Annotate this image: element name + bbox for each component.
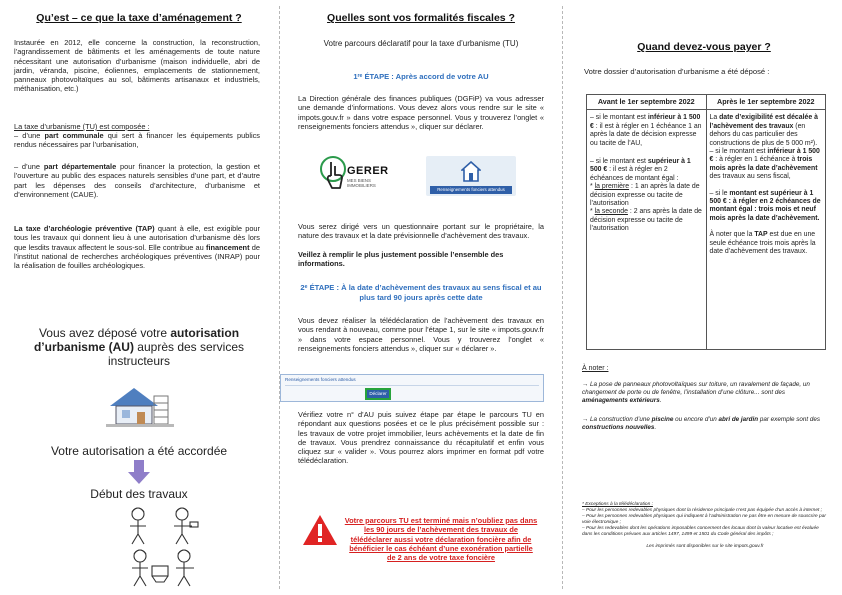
arrow-down-icon	[128, 460, 150, 484]
note-exterior-works: → La pose de panneaux photovoltaïques sur toiture, un ravalement de façade, un changement de porte ou de fenêtre, l’installation d’une clôture... sont des aménagements extérieurs.	[582, 381, 810, 404]
questionnaire-text: Vous serez dirigé vers un questionnaire portant sur le propriétaire, la nature des travaux et la date prévisionnelle d’achèvement des travaux.	[298, 222, 544, 241]
tu-item-communal: – d’une part communale qui sert à financer les équipements publics rendus nécessaires par l’urbanisation,	[14, 131, 261, 150]
authorization-granted-text: Votre autorisation a été accordée	[50, 444, 228, 458]
exception-item: – Pour les personnes redevables physiques qui indiquent à l’administration ne pas être en mesure de souscrire par voie électronique ;	[582, 514, 826, 525]
works-start-text: Début des travaux	[90, 487, 188, 501]
column-divider	[279, 6, 280, 589]
au-deposited-text: Vous avez déposé votre autorisation d’urbanisme (AU) auprès des services instructeurs	[33, 326, 245, 368]
renseignements-tab-label: Renseignements fonciers attendus	[430, 186, 512, 194]
final-reminder: Votre parcours TU est terminé mais n’oubliez pas dans les 90 jours de l’achèvement des travaux de télédéclarer aussi votre déclaration foncière afin de bénéficier le cas échéant d’une exonération partielle de 2 ans de votre taxe foncière	[344, 516, 538, 563]
impots-website-screenshot	[280, 374, 544, 402]
before-cell: – si le montant est inférieur à 1 500 € : il est à régler en 1 échéance 1 an après la date de décision expresse ou tacite de l’AU, – si le montant est supérieur à 1 500 € : il est à régler en 2 échéances de montant égal : * la première : 1 an après la date de décision expresse ou tacite de l’autorisation * la seconde : 2 ans après la date de décision expresse ou tacite de l’autorisation	[587, 110, 707, 350]
pointing-hand-icon	[320, 156, 346, 192]
exception-item: – Pour les redevables dont les opérations imposables concernent des locaux dont la valeur locative est évaluée dans les conditions prévues aux articles 1497, 1499 et 1501 du Code général des impôts ;	[582, 526, 819, 537]
section-title: Quand devez-vous payer ?	[637, 41, 771, 53]
column-what-is-tax	[14, 0, 264, 595]
renseignements-fonciers-tile[interactable]	[426, 156, 516, 196]
questionnaire-warning: Veillez à remplir le plus justement possible l’ensemble des informations.	[298, 250, 504, 269]
warning-icon	[302, 514, 338, 546]
tu-heading: La taxe d’urbanisme (TU) est composée :	[14, 122, 150, 131]
header-before-sept-2022: Avant le 1er septembre 2022	[587, 95, 707, 110]
tu-item-departmental: – d’une part départementale pour financer la protection, la gestion et l’ouverture au public des espaces naturels sensibles d’une part, et d’autre part les dépenses des conseils d’architecture, d’urbanisme et d’environnement (CAUE).	[14, 162, 260, 199]
step-2-text: Vous devez réaliser la télédéclaration de l’achèvement des travaux en vous rendant à nouveau, comme pour l’étape 1, sur le site « impots.gouv.fr » dans votre espace personnel. Vous y trouverez l’onglet « renseignements fonciers attendus », cliquer sur « déclarer ».	[298, 316, 544, 353]
column-tax-formalities	[285, 0, 546, 595]
screenshot-header: Renseignements fonciers attendus	[285, 377, 356, 382]
section-title: Qu’est – ce que la taxe d’aménagement ?	[36, 12, 242, 24]
column-divider	[562, 6, 563, 589]
step-1-heading: 1ʳᵉ ÉTAPE : Après accord de votre AU	[353, 72, 489, 81]
verify-text: Vérifiez votre n° d’AU puis suivez étape par étape le parcours TU en répondant aux questions posées et ce le plus précisément possible sur : les travaux de votre projet immobilier, leurs achèvements et la date de fin de travaux. Vous prendrez connaissance du récapitulatif et enfin vous cliquez sur « valider ». Vous pourrez alors imprimer en format pdf votre télédéclaration.	[298, 410, 544, 466]
exception-item: – Pour les personnes redevables physiques dont la résidence principale n’est pas équipée d’un accès à internet ;	[582, 508, 822, 513]
step-2-heading: 2ᵉ ÉTAPE : À la date d’achèvement des travaux au sens fiscal et au plus tard 90 jours après cette date	[300, 283, 542, 302]
declarative-path-subtitle: Votre parcours déclaratif pour la taxe d’urbanisme (TU)	[323, 39, 519, 48]
tap-paragraph: La taxe d’archéologie préventive (TAP) quant à elle, est exigible pour tous les travaux qui donnent lieu à une autorisation d’urbanisme dès lors que lesdits travaux affectent le sous-sol. Elle contribue au financement de l’institut national de recherches archéologiques préventives (INRAP) pour la réalisation de fouilles archéologiques.	[14, 224, 260, 271]
column-when-to-pay	[578, 0, 830, 595]
gerer-subtitle: MES BIENS IMMOBILIERS	[347, 178, 376, 188]
house-tab-icon	[461, 161, 481, 183]
screenshot-rule	[285, 385, 539, 386]
exceptions-block	[582, 502, 828, 550]
payment-intro: Votre dossier d’autorisation d’urbanisme a été déposé :	[584, 67, 770, 76]
payment-table	[586, 94, 826, 350]
after-cell: La date d’exigibilité est décalée à l’achèvement des travaux (en dehors du cas particulier des constructions de plus de 5 000 m²). – si le montant est inférieur à 1 500 € : à régler en 1 échéance à trois mois après la date d’achèvement des travaux au sens fiscal, – si le montant est supérieur à 1 500 € : à régler en 2 échéances de montant égal : trois mois et neuf mois après la date d’achèvement. À noter que la TAP est due en une seule échéance trois mois après la date d’achèvement des travaux.	[706, 110, 826, 350]
exceptions-title: * Exceptions à la télédéclaration :	[582, 502, 653, 507]
declarer-button[interactable]: Déclarer	[365, 388, 391, 400]
header-after-sept-2022: Après le 1er septembre 2022	[706, 95, 826, 110]
house-construction-icon	[104, 378, 176, 428]
note-new-constructions: → La construction d’une piscine ou encore d’un abri de jardin par exemple sont des constructions nouvelles.	[582, 416, 821, 431]
step-1-text: La Direction générale des finances publiques (DGFiP) va vous adresser une demande d’informations. Vous devez alors vous rendre sur le site « impots.gouv.fr » dans votre espace personnel. Vous y trouverez l’onglet « renseignements fonciers attendus », cliquer sur déclarer.	[298, 94, 544, 131]
construction-workers-icon	[122, 504, 214, 590]
forms-availability: Les imprimés sont disponibles sur le site impots.gouv.fr	[646, 544, 764, 549]
section-title: Quelles sont vos formalités fiscales ?	[327, 12, 515, 24]
notes-title: À noter :	[582, 365, 609, 372]
gerer-title: GERER	[347, 165, 389, 177]
gerer-biens-link[interactable]	[320, 156, 400, 192]
intro-paragraph: Instaurée en 2012, elle concerne la construction, la reconstruction, l’agrandissement de bâtiments et les aménagements de toute nature nécessitant une autorisation d’urbanisme (maison individuelle, abri de jardin, véranda, piscine, éoliennes, emplacements de stationnement, panneaux photovoltaïques au sol, bâtiments artisanaux et industriels, méthanisation, etc.)	[14, 38, 260, 94]
